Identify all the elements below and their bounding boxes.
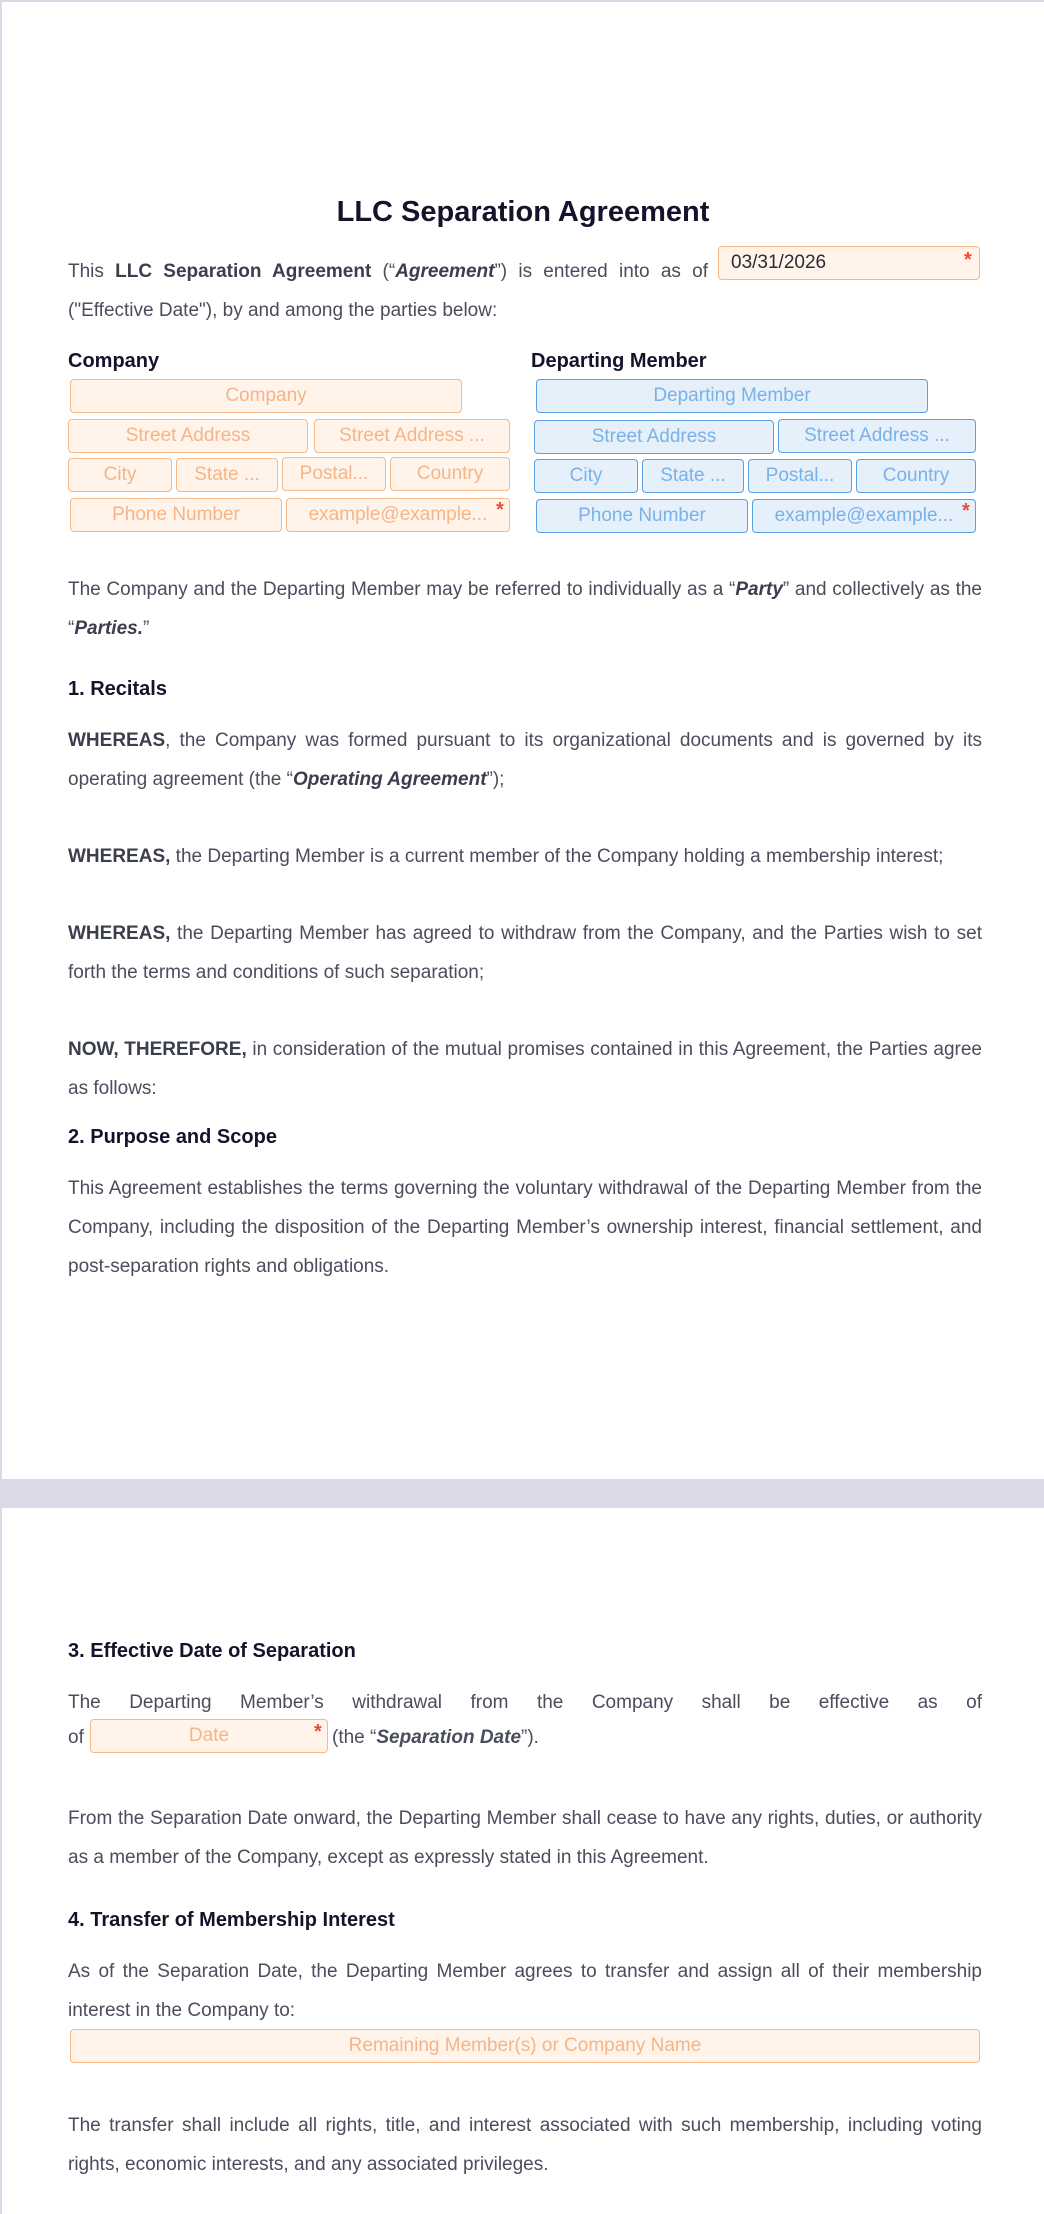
transfer-paragraph-2: The transfer shall include all rights, title, and interest associated with such membership, including voting rights, economic interests, and any associated privileges.	[68, 2115, 982, 2175]
section-heading-effective-date: 3. Effective Date of Separation	[68, 1640, 356, 1662]
recital-2	[68, 837, 982, 876]
whereas-label: WHEREAS	[68, 730, 166, 751]
now-therefore-clause	[68, 1030, 982, 1108]
member-street-address-2-field[interactable]: Street Address ...	[778, 419, 976, 453]
member-city-field[interactable]: City	[534, 459, 638, 493]
company-name-field[interactable]: Company	[70, 379, 462, 413]
clause-text: in consideration of the mutual promises contained in this Agreement, the Parties agree as follows:	[68, 1039, 982, 1099]
company-postal-field[interactable]: Postal...	[282, 457, 386, 491]
company-country-field[interactable]: Country	[390, 457, 510, 491]
recipient-name-field[interactable]: Remaining Member(s) or Company Name	[70, 2029, 980, 2063]
effective-paragraph-2: From the Separation Date onward, the Departing Member shall cease to have any rights, duties, or authority as a member of the Company, except as expressly stated in this Agreement.	[68, 1808, 982, 1868]
effective-date-field[interactable]: 03/31/2026	[718, 246, 980, 280]
recital-1	[68, 721, 982, 799]
intro-line-1	[68, 252, 708, 291]
required-marker: *	[962, 500, 970, 522]
section-heading-purpose: 2. Purpose and Scope	[68, 1126, 277, 1148]
company-heading: Company	[68, 350, 160, 372]
member-email-field[interactable]: example@example...	[752, 499, 976, 533]
member-state-field[interactable]: State ...	[642, 459, 744, 493]
effective-text: ”).	[521, 1727, 539, 1748]
company-street-address-2-field[interactable]: Street Address ...	[314, 419, 510, 453]
company-state-field[interactable]: State ...	[176, 458, 278, 492]
required-marker: *	[496, 499, 504, 521]
recital-text: the Departing Member is a current member of the Company holding a membership interest;	[170, 846, 944, 867]
intro-agreement-term: Agreement	[395, 261, 495, 282]
document-title: LLC Separation Agreement	[336, 196, 710, 228]
member-postal-field[interactable]: Postal...	[748, 459, 852, 493]
recital-text: , the Company was formed pursuant to its organizational documents and is governed by its operating agreement (the “	[68, 730, 982, 790]
now-therefore-label: NOW, THEREFORE,	[68, 1039, 247, 1060]
company-phone-field[interactable]: Phone Number	[70, 498, 282, 532]
effective-line-2-end	[332, 1718, 539, 1758]
departing-member-heading: Departing Member	[531, 350, 707, 372]
document-page-1	[2, 2, 1044, 1479]
effective-text: (the “	[332, 1727, 377, 1748]
required-marker: *	[314, 1721, 322, 1743]
company-email-field[interactable]: example@example...	[286, 498, 510, 532]
of-text: of	[68, 1727, 84, 1748]
parties-paragraph	[68, 570, 982, 648]
section-heading-transfer: 4. Transfer of Membership Interest	[68, 1909, 395, 1931]
company-street-address-field[interactable]: Street Address	[68, 419, 308, 453]
section-heading-recitals: 1. Recitals	[68, 678, 167, 700]
whereas-label: WHEREAS,	[68, 923, 171, 944]
effective-line-2	[68, 1718, 84, 1758]
transfer-paragraph-1: As of the Separation Date, the Departing Member agrees to transfer and assign all of their membership interest in the Company to:	[68, 1961, 982, 2021]
separation-date-field[interactable]: Date	[90, 1719, 328, 1753]
intro-text: ”) is entered into as of	[494, 261, 709, 282]
intro-agreement-name: LLC Separation Agreement	[115, 261, 372, 282]
operating-agreement-term: Operating Agreement	[292, 769, 487, 790]
parties-text: The Company and the Departing Member may be referred to individually as a “	[68, 579, 736, 600]
effective-line-1: The Departing Member’s withdrawal from the Company shall be effective as of	[68, 1692, 982, 1713]
member-phone-field[interactable]: Phone Number	[536, 499, 748, 533]
company-city-field[interactable]: City	[68, 458, 172, 492]
required-marker: *	[964, 249, 972, 271]
purpose-paragraph: This Agreement establishes the terms governing the voluntary withdrawal of the Departing Member from the Company, including the disposition of the Departing Member’s ownership interest, financial settlement, and post-separation rights and obligations.	[68, 1178, 982, 1277]
intro-text: (“	[371, 261, 396, 282]
member-street-address-field[interactable]: Street Address	[534, 420, 774, 454]
recital-3	[68, 914, 982, 992]
party-term: Party	[735, 579, 783, 600]
recital-text: ”);	[486, 769, 505, 790]
parties-text: ” and collectively as the “	[68, 579, 982, 639]
departing-member-name-field[interactable]: Departing Member	[536, 379, 928, 413]
parties-term: Parties.	[74, 618, 143, 639]
parties-text: ”	[142, 618, 150, 639]
document-page-2	[2, 1508, 1044, 2214]
separation-date-term: Separation Date	[376, 1727, 522, 1748]
member-country-field[interactable]: Country	[856, 459, 976, 493]
intro-line-2: ("Effective Date"), by and among the parties below:	[68, 300, 498, 321]
intro-text: This	[68, 261, 116, 282]
whereas-label: WHEREAS,	[68, 846, 171, 867]
recital-text: the Departing Member has agreed to withdraw from the Company, and the Parties wish to set forth the terms and conditions of such separation;	[68, 923, 982, 983]
